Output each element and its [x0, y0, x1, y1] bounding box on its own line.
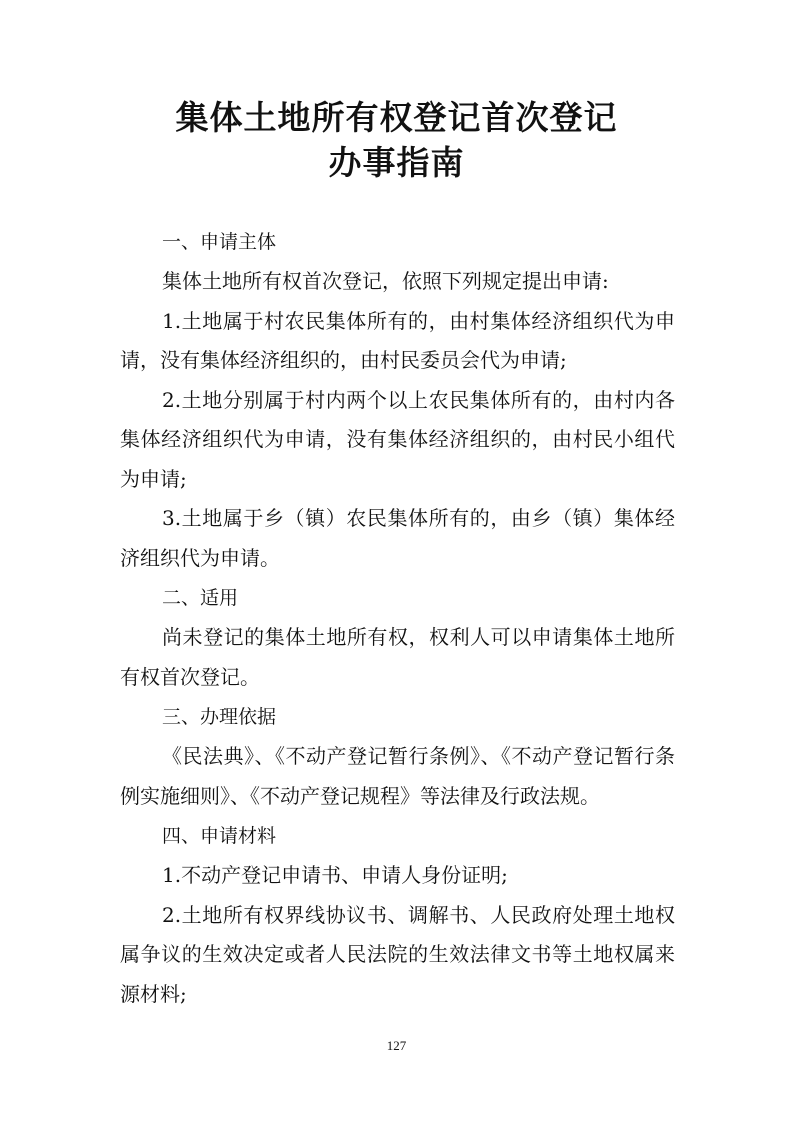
document-body — [120, 222, 675, 1014]
section-heading-scope: 二、适用 — [162, 587, 239, 609]
document-title: 集体土地所有权登记首次登记 — [175, 98, 618, 137]
paragraph: 2.土地所有权界线协议书、调解书、人民政府处理土地权属争议的生效决定或者人民法院的生效法律文书等土地权属来源材料; — [120, 902, 675, 1006]
section-heading-applicant: 一、申请主体 — [162, 231, 277, 253]
paragraph: 集体土地所有权首次登记，依照下列规定提出申请: — [162, 269, 609, 293]
section-heading-legal-basis: 三、办理依据 — [162, 706, 277, 728]
paragraph: 3.土地属于乡（镇）农民集体所有的，由乡（镇）集体经济组织代为申请。 — [120, 506, 675, 570]
paragraph: 2.土地分别属于村内两个以上农民集体所有的，由村内各集体经济组织代为申请，没有集体经济组织的，由村民小组代为申请; — [120, 387, 675, 491]
paragraph: 1.土地属于村农民集体所有的，由村集体经济组织代为申请，没有集体经济组织的，由村民委员会代为申请; — [120, 308, 675, 372]
document-subtitle: 办事指南 — [328, 143, 465, 182]
paragraph: 尚未登记的集体土地所有权，权利人可以申请集体土地所有权首次登记。 — [120, 625, 675, 689]
section-heading-materials: 四、申请材料 — [162, 825, 277, 847]
page-number: 127 — [386, 1038, 407, 1053]
paragraph: 《民法典》、《不动产登记暂行条例》、《不动产登记暂行条例实施细则》、《不动产登记规程》等法律及行政法规。 — [120, 744, 675, 808]
paragraph: 1.不动产登记申请书、申请人身份证明; — [162, 863, 508, 887]
